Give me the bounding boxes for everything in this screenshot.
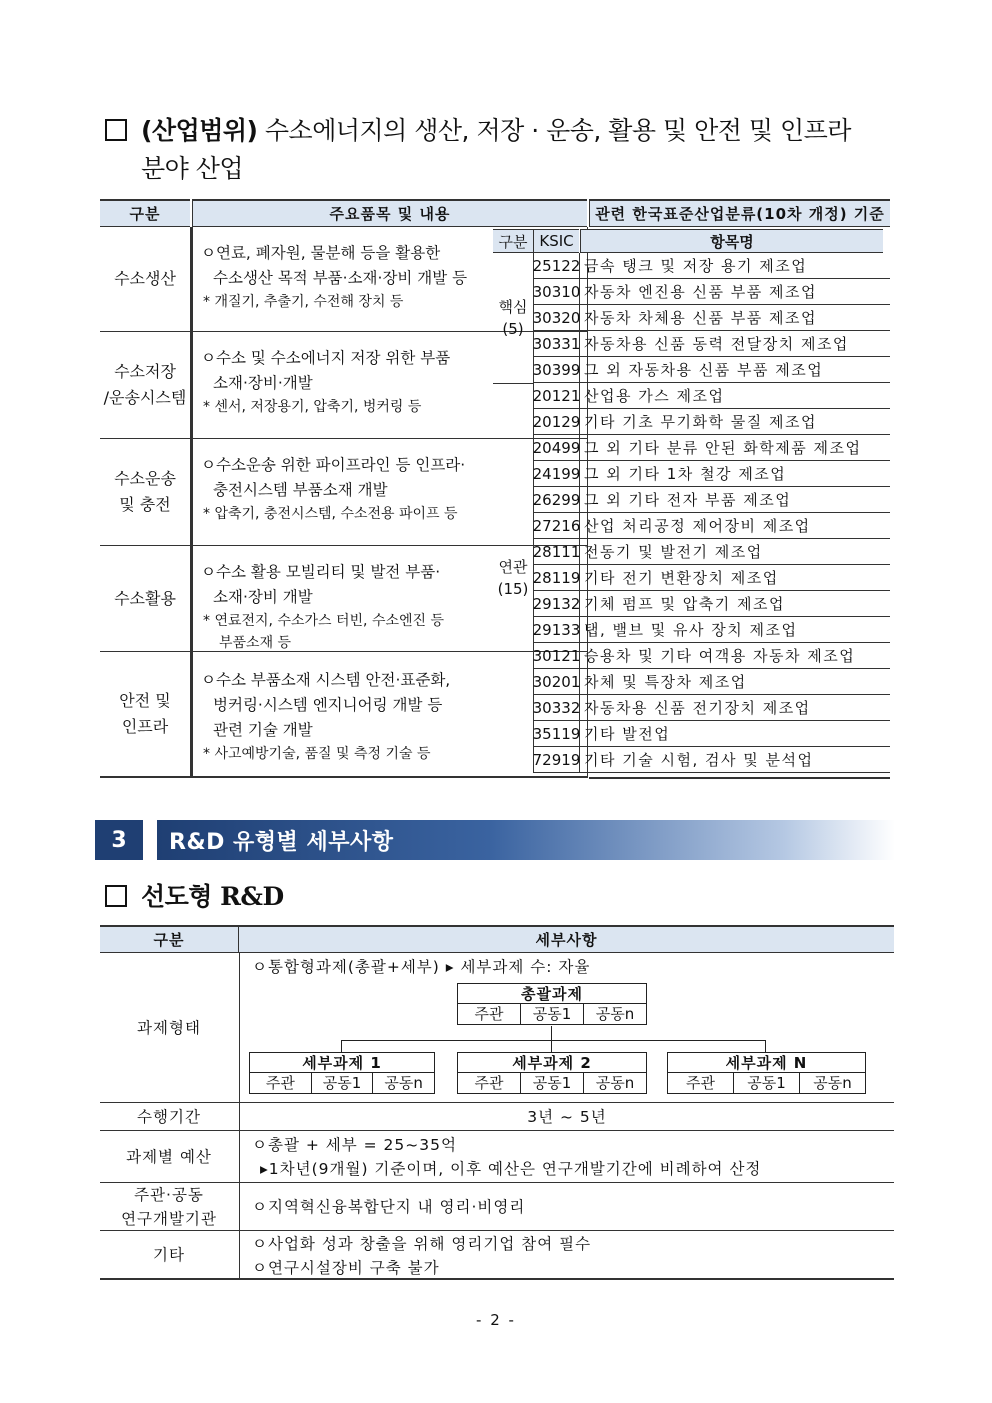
content-line: ㅇ수소운송 위한 파이프라인 등 인프라· — [201, 456, 466, 474]
ksic-name: 그 외 기타 분류 안된 화학제품 제조업 — [584, 439, 862, 457]
budget-line: ▸1차년(9개월) 기준이며, 이후 예산은 연구개발기간에 비례하여 산정 — [260, 1160, 762, 1178]
ksic-name: 그 외 기타 1차 철강 제조업 — [584, 465, 787, 483]
row-content — [239, 1183, 894, 1230]
ksic-header-code: KSIC — [533, 229, 579, 253]
ksic-row — [533, 721, 890, 747]
content-line: ㅇ수소 활용 모빌리티 및 발전 부품· — [201, 563, 441, 581]
section-number: 3 — [95, 820, 143, 860]
org-box-title: 세부과제 2 — [458, 1053, 646, 1073]
row-content — [239, 1103, 894, 1130]
row-label — [100, 439, 190, 545]
label-line: 및 충전 — [119, 495, 171, 514]
ksic-row — [533, 591, 890, 617]
label-line: 연구개발기관 — [121, 1209, 217, 1228]
row-budget — [100, 1131, 894, 1183]
section-title: R&D 유형별 세부사항 — [157, 820, 895, 860]
page-number: - 2 - — [476, 1311, 516, 1329]
org-cell: 주관 — [474, 1005, 504, 1023]
ksic-code: 29132 — [533, 591, 580, 616]
content-line: 관련 기술 개발 — [213, 721, 313, 739]
section-banner — [95, 820, 895, 860]
org-cell: 공동1 — [520, 1073, 583, 1093]
ksic-code: 20121 — [533, 383, 580, 408]
org-cell: 공동n — [583, 1004, 646, 1024]
budget-line: ㅇ총괄 + 세부 = 25~35억 — [252, 1136, 457, 1154]
checkbox-square-icon — [105, 119, 127, 141]
header-ksic: 관련 한국표준산업분류(10차 개정) 기준 — [589, 199, 890, 227]
ksic-row — [533, 383, 890, 409]
content-note: 부품소재 등 — [219, 635, 292, 651]
org-cell: 주관 — [265, 1074, 295, 1092]
ksic-name: 전동기 및 발전기 제조업 — [584, 543, 763, 561]
ksic-name: 금속 탱크 및 저장 용기 제조업 — [584, 257, 808, 275]
ksic-code: 30331 — [533, 331, 580, 356]
org-box-sub-n — [667, 1052, 866, 1094]
ksic-code: 30399 — [533, 357, 580, 382]
label-line: 안전 및 — [119, 691, 171, 710]
content-line: ㅇ수소 부품소재 시스템 안전·표준화, — [201, 671, 451, 689]
group-name: 연관 — [498, 558, 528, 576]
org-box-sub-1 — [249, 1052, 435, 1094]
ksic-row — [533, 331, 890, 357]
ksic-name: 자동차용 신품 전기장치 제조업 — [584, 699, 811, 717]
row-period — [100, 1103, 894, 1131]
ksic-code: 35119 — [533, 721, 580, 746]
period-value: 3년 ~ 5년 — [527, 1107, 607, 1126]
ksic-row — [533, 669, 890, 695]
org-value: ㅇ지역혁신융복합단지 내 영리·비영리 — [252, 1197, 526, 1216]
row-label: 기타 — [153, 1245, 185, 1264]
row-etc — [100, 1231, 894, 1280]
content-line: 소재·장비 개발 — [213, 588, 313, 606]
ksic-name: 기타 기초 무기화학 물질 제조업 — [584, 413, 817, 431]
org-cell: 공동n — [583, 1073, 646, 1093]
ksic-code: 20129 — [533, 409, 580, 434]
row-label — [100, 1183, 238, 1230]
ksic-row — [533, 513, 890, 539]
label-line: 수소저장 — [114, 362, 176, 381]
ksic-name: 자동차 엔진용 신품 부품 제조업 — [584, 283, 817, 301]
ksic-code: 72919 — [533, 747, 580, 772]
content-line: 수소생산 목적 부품·소재·장비 개발 등 — [213, 269, 468, 287]
ksic-name: 기타 발전업 — [584, 725, 671, 743]
ksic-code: 28119 — [533, 565, 580, 590]
content-line: 충전시스템 부품소재 개발 — [213, 481, 388, 499]
content-note: * 사고예방기술, 품질 및 측정 기술 등 — [203, 746, 431, 762]
ksic-row — [533, 357, 890, 383]
ksic-row — [533, 487, 890, 513]
org-box-title: 세부과제 N — [668, 1053, 865, 1073]
etc-line: ㅇ연구시설장비 구축 불가 — [252, 1259, 440, 1277]
ksic-code: 26299 — [533, 487, 580, 512]
ksic-header-gubun: 구분 — [493, 229, 533, 253]
ksic-name: 기타 기술 시험, 검사 및 분석업 — [584, 751, 814, 769]
ksic-row — [533, 305, 890, 331]
ksic-name: 산업 처리공정 제어장비 제조업 — [584, 517, 811, 535]
org-cell: 공동1 — [311, 1073, 373, 1093]
label-line: 인프라 — [121, 717, 169, 736]
row-label: 수소활용 — [114, 588, 176, 608]
row-label: 수행기간 — [137, 1107, 201, 1126]
ksic-row — [533, 461, 890, 487]
org-box-sub-2 — [457, 1052, 647, 1094]
ksic-row — [533, 747, 890, 773]
org-cell: 공동1 — [733, 1073, 799, 1093]
row-label — [100, 652, 190, 776]
ksic-code: 28111 — [533, 539, 580, 564]
ksic-code: 27216 — [533, 513, 580, 538]
row-label: 과제형태 — [137, 1018, 201, 1037]
t2-header-detail: 세부사항 — [238, 925, 894, 953]
leading-heading — [105, 878, 284, 916]
ksic-name: 기타 전기 변환장치 제조업 — [584, 569, 779, 587]
org-box-title: 세부과제 1 — [250, 1053, 434, 1073]
label-line: 주관·공동 — [134, 1185, 204, 1204]
ksic-row — [533, 409, 890, 435]
ksic-code: 29133 — [533, 617, 580, 642]
etc-line: ㅇ사업화 성과 창출을 위해 영리기업 참여 필수 — [252, 1235, 592, 1253]
content-line: 소재·장비·개발 — [213, 374, 313, 392]
ksic-row — [533, 253, 890, 279]
ksic-code: 30332 — [533, 695, 580, 720]
ksic-code: 24199 — [533, 461, 580, 486]
header-main: 주요품목 및 내용 — [192, 199, 587, 227]
ksic-code: 25122 — [533, 253, 580, 278]
group-name: 핵심 — [498, 298, 528, 316]
group-count: (5) — [502, 320, 524, 338]
org-box-title: 총괄과제 — [458, 984, 646, 1004]
ksic-name: 그 외 기타 전자 부품 제조업 — [584, 491, 792, 509]
checkbox-square-icon — [105, 885, 127, 907]
row-content — [239, 1131, 894, 1182]
ksic-row — [533, 695, 890, 721]
content-note: * 연료전지, 수소가스 터빈, 수소엔진 등 — [203, 613, 445, 629]
org-cell: 주관 — [686, 1074, 715, 1092]
content-note: * 개질기, 추출기, 수전해 장치 등 — [203, 294, 404, 310]
label-line: /운송시스템 — [103, 388, 187, 407]
ksic-header-name: 항목명 — [580, 229, 883, 253]
ksic-name: 자동차용 신품 동력 전달장치 제조업 — [584, 335, 849, 353]
scope-heading-line2 — [141, 150, 243, 188]
content-note: * 압축기, 충전시스템, 수소전용 파이프 등 — [203, 506, 458, 522]
ksic-code: 30310 — [533, 279, 580, 304]
scope-line1: 수소에너지의 생산, 저장 · 운송, 활용 및 안전 및 인프라 — [264, 116, 851, 145]
scope-bold: (산업범위) — [141, 116, 258, 145]
ksic-row — [533, 643, 890, 669]
org-cell: 공동1 — [520, 1004, 583, 1024]
ksic-name: 승용차 및 기타 여객용 자동차 제조업 — [584, 647, 856, 665]
ksic-group-related — [493, 383, 533, 773]
ksic-row — [533, 565, 890, 591]
org-cell: 공동n — [799, 1073, 865, 1093]
ksic-row — [533, 539, 890, 565]
row-content — [239, 1231, 894, 1278]
scope-heading — [105, 112, 851, 150]
header-gubun: 구분 — [100, 199, 190, 227]
ksic-name: 자동차 차체용 신품 부품 제조업 — [584, 309, 817, 327]
org-box-top — [457, 983, 647, 1025]
t2-header-gubun: 구분 — [100, 925, 238, 953]
ksic-row — [533, 435, 890, 461]
ksic-code: 20499 — [533, 435, 580, 460]
org-cell: 공동n — [372, 1073, 434, 1093]
form-line: ㅇ통합형과제(총괄+세부) ▸ 세부과제 수: 자율 — [252, 958, 591, 976]
content-note: * 센서, 저장용기, 압축기, 벙커링 등 — [203, 399, 422, 415]
row-label: 수소생산 — [114, 269, 176, 288]
content-line: ㅇ수소 및 수소에너지 저장 위한 부품 — [201, 349, 451, 367]
ksic-code: 30320 — [533, 305, 580, 330]
ksic-group-core — [493, 253, 533, 383]
org-cell: 주관 — [474, 1074, 504, 1092]
label-line: 수소운송 — [114, 469, 176, 488]
ksic-code: 30201 — [533, 669, 580, 694]
content-line: ㅇ연료, 폐자원, 물분해 등을 활용한 — [201, 244, 441, 262]
ksic-name: 산업용 가스 제조업 — [584, 387, 725, 405]
ksic-row — [533, 617, 890, 643]
ksic-name: 차체 및 특장차 제조업 — [584, 673, 747, 691]
content-line: 벙커링·시스템 엔지니어링 개발 등 — [213, 696, 443, 714]
group-count: (15) — [497, 580, 529, 598]
row-org — [100, 1183, 894, 1231]
row-label: 과제별 예산 — [126, 1147, 212, 1166]
ksic-name: 기체 펌프 및 압축기 제조업 — [584, 595, 785, 613]
leading-title: 선도형 R&D — [141, 882, 284, 911]
ksic-name: 탭, 밸브 및 유사 장치 제조업 — [584, 621, 798, 639]
ksic-code: 30121 — [533, 643, 580, 668]
ksic-row — [533, 279, 890, 305]
row-label — [100, 332, 190, 438]
scope-line2: 분야 산업 — [141, 154, 244, 183]
ksic-name: 그 외 자동차용 신품 부품 제조업 — [584, 361, 824, 379]
